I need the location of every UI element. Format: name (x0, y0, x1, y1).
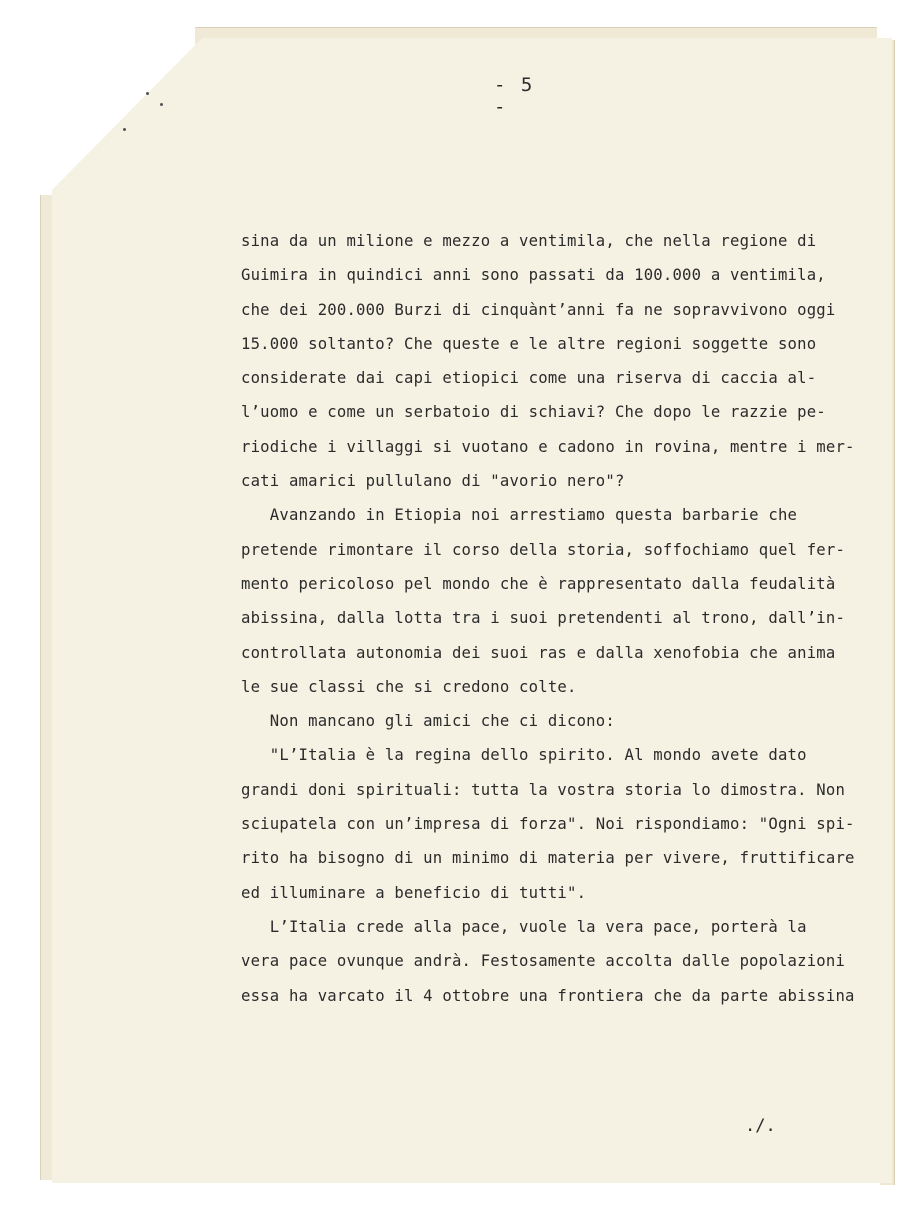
text-line: cati amarici pullulano di "avorio nero"? (241, 472, 625, 491)
text-line: L’Italia crede alla pace, vuole la vera pace, porterà la (241, 917, 807, 936)
text-line: abissina, dalla lotta tra i suoi pretendenti al trono, dall’in- (241, 609, 846, 628)
text-line: 15.000 soltanto? Che queste e le altre regioni soggette sono (241, 334, 817, 353)
text-line: essa ha varcato il 4 ottobre una frontiera che da parte abissina (241, 986, 855, 1005)
text-line: controllata autonomia dei suoi ras e dalla xenofobia che anima (241, 643, 836, 662)
continuation-mark: ./. (745, 1116, 776, 1136)
text-line: Avanzando in Etiopia noi arrestiamo questa barbarie che (241, 506, 798, 525)
text-line: sina da un milione e mezzo a ventimila, che nella regione di (241, 232, 817, 250)
text-line: l’uomo e come un serbatoio di schiavi? Che dopo le razzie pe- (241, 403, 826, 422)
text-line: rito ha bisogno di un minimo di materia per vivere, fruttificare (241, 849, 855, 868)
text-line: "L’Italia è la regina dello spirito. Al mondo avete dato (241, 746, 807, 765)
text-line: considerate dai capi etiopici come una riserva di caccia al- (241, 369, 817, 388)
text-line: mento pericoloso pel mondo che è rappresentato dalla feudalità (241, 574, 836, 593)
text-line: vera pace ovunque andrà. Festosamente accolta dalle popolazioni (241, 952, 846, 971)
text-line: sciupatela con un’impresa di forza". Noi rispondiamo: "Ogni spi- (241, 815, 855, 834)
text-line: Non mancano gli amici che ci dicono: (241, 712, 615, 731)
text-line: che dei 200.000 Burzi di cinquànt’anni fa ne sopravvivono oggi (241, 300, 836, 319)
paper-speck (123, 128, 126, 131)
text-line: Guimira in quindici anni sono passati da 100.000 a ventimila, (241, 266, 826, 285)
text-line: riodiche i villaggi si vuotano e cadono in rovina, mentre i mer- (241, 437, 855, 456)
text-line: le sue classi che si credono colte. (241, 677, 577, 696)
text-line: ed illuminare a beneficio di tutti". (241, 883, 587, 902)
page-number: - 5 - (494, 74, 535, 118)
text-line: grandi doni spirituali: tutta la vostra storia lo dimostra. Non (241, 780, 846, 799)
text-line: pretende rimontare il corso della storia, soffochiamo quel fer- (241, 540, 846, 559)
typed-text-body (241, 224, 891, 1013)
paper-speck (160, 103, 163, 106)
paper-speck (146, 92, 149, 95)
